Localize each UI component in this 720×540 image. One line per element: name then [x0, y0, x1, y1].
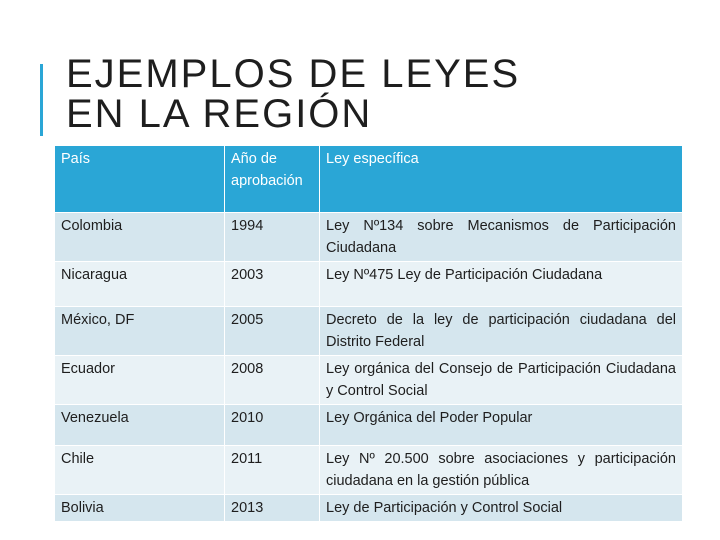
table-row [55, 307, 683, 356]
year-cell: 2011 [225, 446, 320, 495]
title-line-2: EN LA REGIÓN [66, 92, 373, 136]
table-row [55, 495, 683, 522]
year-cell: 2013 [225, 495, 320, 522]
country-cell: Chile [55, 446, 225, 495]
country-cell: Bolivia [55, 495, 225, 522]
title-accent-bar [40, 64, 43, 136]
header-law: Ley específica [320, 146, 683, 213]
year-cell: 2005 [225, 307, 320, 356]
table-row [55, 213, 683, 262]
slide-title [66, 54, 520, 134]
table-row [55, 405, 683, 446]
header-country: País [55, 146, 225, 213]
law-cell: Ley orgánica del Consejo de Participación Ciudadana y Control Social [320, 356, 683, 405]
law-cell: Ley Nº475 Ley de Participación Ciudadana [320, 262, 683, 307]
header-year: Año de aprobación [225, 146, 320, 213]
table-header-row [55, 146, 683, 213]
table-row [55, 262, 683, 307]
year-cell: 1994 [225, 213, 320, 262]
law-cell: Ley de Participación y Control Social [320, 495, 683, 522]
law-cell: Decreto de la ley de participación ciudadana del Distrito Federal [320, 307, 683, 356]
year-cell: 2008 [225, 356, 320, 405]
law-cell: Ley Nº134 sobre Mecanismos de Participación Ciudadana [320, 213, 683, 262]
year-cell: 2010 [225, 405, 320, 446]
year-cell: 2003 [225, 262, 320, 307]
laws-table [54, 145, 683, 522]
law-cell: Ley Orgánica del Poder Popular [320, 405, 683, 446]
table-row [55, 356, 683, 405]
country-cell: Ecuador [55, 356, 225, 405]
law-cell: Ley Nº 20.500 sobre asociaciones y participación ciudadana en la gestión pública [320, 446, 683, 495]
table-row [55, 446, 683, 495]
country-cell: Venezuela [55, 405, 225, 446]
country-cell: Nicaragua [55, 262, 225, 307]
country-cell: Colombia [55, 213, 225, 262]
title-line-1: EJEMPLOS DE LEYES [66, 52, 521, 96]
country-cell: México, DF [55, 307, 225, 356]
